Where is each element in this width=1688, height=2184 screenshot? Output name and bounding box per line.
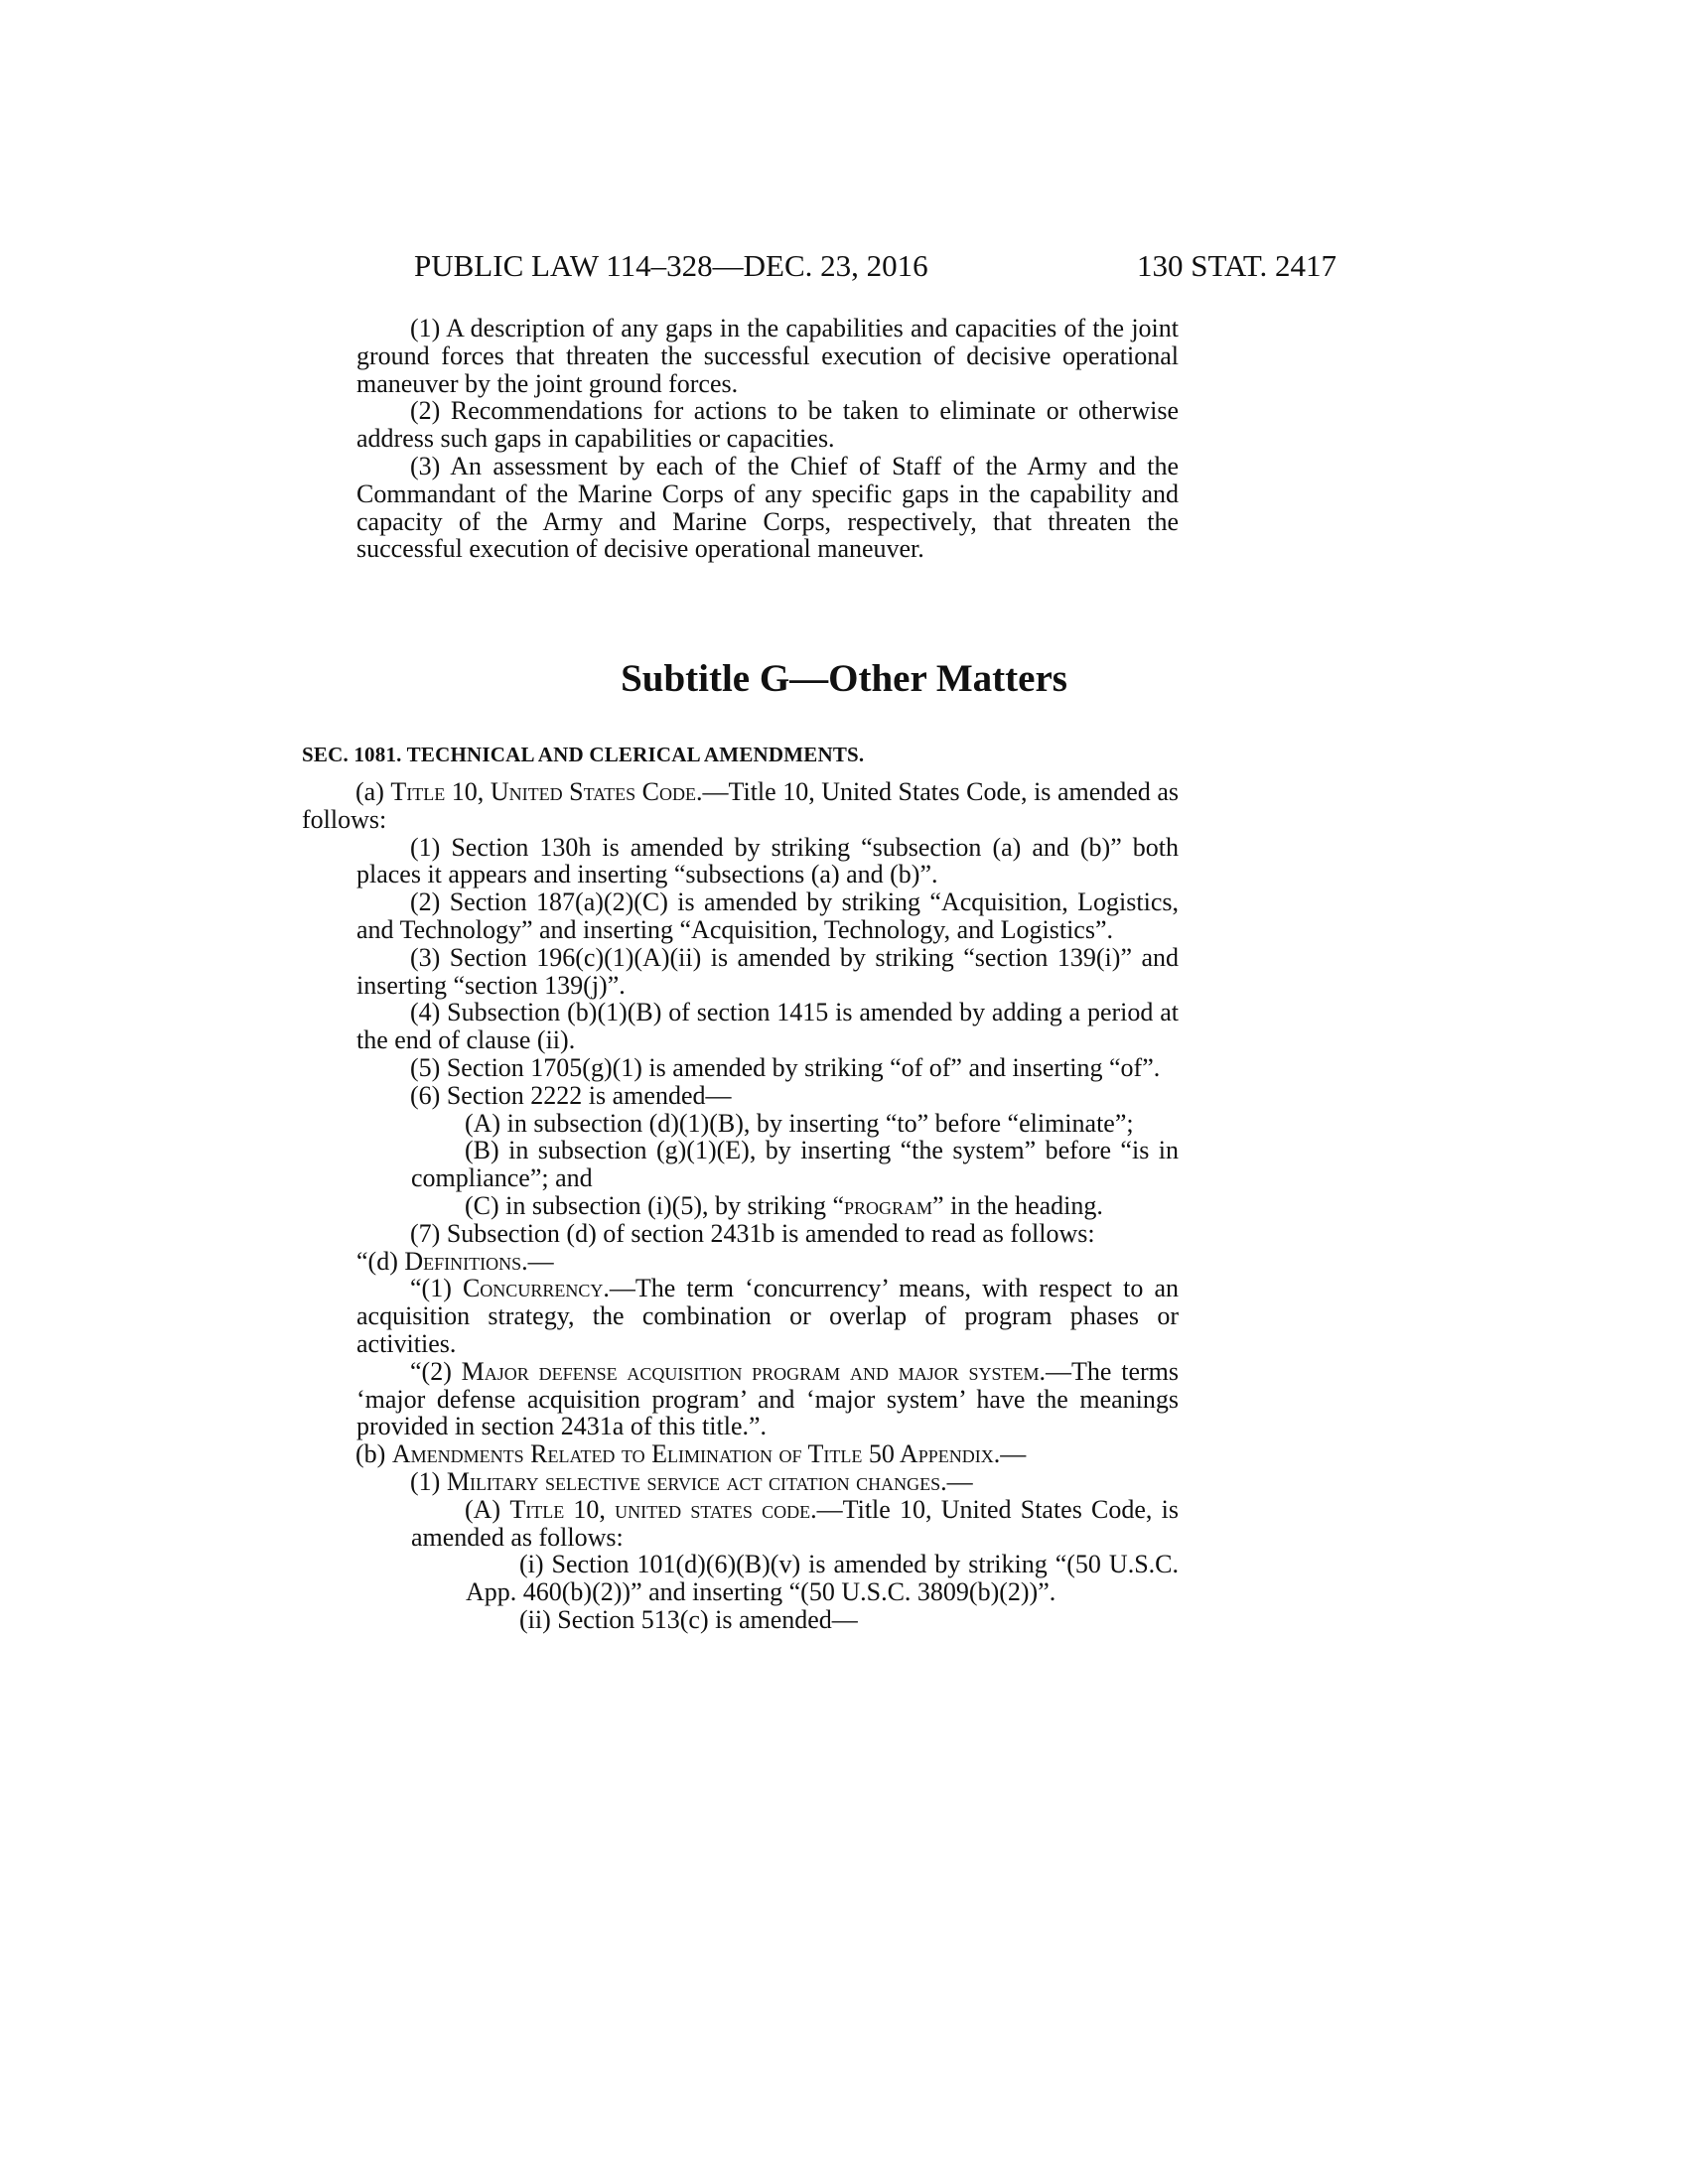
- paragraph-7: (7) Subsection (d) of section 2431b is amended to read as follows:: [410, 1218, 1095, 1248]
- b1-heading: Military selective service act citation changes.: [446, 1466, 947, 1496]
- intro-item-3: (3) An assessment by each of the Chief of Staff of the Army and the Commandant of the Marine Corps of any specific gaps in the capability and capacity of the Army and Marine Corps, respectively, that threaten the successful execution of decisive operational maneuver.: [356, 451, 1179, 564]
- section-body: [302, 778, 1179, 1634]
- definition-1-text: —The term ‘concurrency’ means, with respect to an acquisition strategy, the combination or overlap of program phases or activities.: [356, 1274, 1179, 1358]
- subsection-b-items: [302, 1468, 1179, 1634]
- definition-2-text: —The terms ‘major defense acquisition program’ and ‘major system’ have the meanings provided in section 2431a of this title.”.: [356, 1356, 1180, 1441]
- bA-label: (A): [465, 1494, 510, 1524]
- subsection-b: [302, 1440, 1179, 1468]
- subsection-b-label: (b): [355, 1439, 392, 1469]
- paragraph-4: (4) Subsection (b)(1)(B) of section 1415 is amended by adding a period at the end of clause (ii).: [356, 998, 1179, 1055]
- b1-label: (1): [410, 1466, 447, 1496]
- intro-items: [356, 315, 1179, 563]
- paragraph-6-C-smallcaps: program: [844, 1190, 933, 1220]
- definition-concurrency: [356, 1275, 1179, 1357]
- definition-1-label: “(1): [410, 1274, 463, 1303]
- definitions-items: [302, 1275, 1179, 1440]
- intro-item-2: (2) Recommendations for actions to be taken to eliminate or otherwise address such gaps in capabilities or capacities.: [356, 396, 1179, 454]
- clause-ii: (ii) Section 513(c) is amended—: [519, 1604, 858, 1634]
- paragraph-6-C: [411, 1192, 1179, 1220]
- subsection-a-label: (a): [355, 777, 391, 806]
- intro-item-1: (1) A description of any gaps in the capabilities and capacities of the joint ground forces that threaten the successful execution of decisive operational maneuver by the joint ground forces.: [356, 314, 1179, 398]
- paragraph-6-C-post: ” in the heading.: [932, 1190, 1103, 1220]
- running-head: PUBLIC LAW 114–328—DEC. 23, 2016: [414, 248, 928, 283]
- b1-subitems: [356, 1496, 1179, 1634]
- bA-text: —Title 10, United States Code, is amended as follows:: [411, 1494, 1179, 1552]
- b1-subparagraph-A: [411, 1496, 1179, 1552]
- page-number: 130 STAT. 2417: [1137, 248, 1337, 283]
- paragraph-1: (1) Section 130h is amended by striking “subsection (a) and (b)” both places it appears and inserting “subsections (a) and (b)”.: [356, 832, 1179, 889]
- paragraph-3: (3) Section 196(c)(1)(A)(ii) is amended by striking “section 139(i)” and inserting “section 139(j)”.: [356, 942, 1179, 1000]
- paragraph-2: (2) Section 187(a)(2)(C) is amended by striking “Acquisition, Logistics, and Technology” and inserting “Acquisition, Technology, and Logistics”.: [356, 887, 1179, 944]
- definitions-heading: [302, 1248, 1179, 1276]
- definition-2-label: “(2): [410, 1356, 462, 1386]
- b1-dash: —: [946, 1466, 973, 1496]
- subtitle-heading: Subtitle G—Other Matters: [621, 657, 1067, 700]
- subsection-a-items: [302, 834, 1179, 1248]
- paragraph-6: (6) Section 2222 is amended—: [410, 1080, 732, 1110]
- paragraph-6-C-pre: (C) in subsection (i)(5), by striking “: [465, 1190, 844, 1220]
- paragraph-6-A: (A) in subsection (d)(1)(B), by inserting “to” before “eliminate”;: [465, 1108, 1134, 1138]
- paragraph-6-B: (B) in subsection (g)(1)(E), by inserting “the system” before “is in compliance”; and: [411, 1136, 1179, 1193]
- bA-heading: Title 10, united states code.: [509, 1494, 817, 1524]
- definition-2-heading: Major defense acquisition program and major system.: [461, 1356, 1047, 1386]
- subsection-a-text: —Title 10, United States Code, is amended as follows:: [302, 777, 1179, 834]
- definitions-title: Definitions.: [404, 1246, 528, 1276]
- subsection-b-dash: —: [1000, 1439, 1027, 1469]
- definitions-label: “(d): [356, 1246, 405, 1276]
- subsection-a-heading: Title 10, United States Code.: [390, 777, 703, 806]
- running-header: [0, 246, 1688, 286]
- paragraph-5: (5) Section 1705(g)(1) is amended by striking “of of” and inserting “of”.: [410, 1052, 1161, 1082]
- paragraph-6-subitems: [356, 1110, 1179, 1220]
- definition-major-program: [356, 1358, 1179, 1440]
- section-heading: SEC. 1081. TECHNICAL AND CLERICAL AMENDMENTS.: [302, 743, 865, 766]
- definitions-dash: —: [527, 1246, 554, 1276]
- subsection-a: [302, 778, 1179, 834]
- subsection-b-paragraph-1: [356, 1468, 1179, 1496]
- definition-1-heading: Concurrency.: [462, 1274, 610, 1303]
- clause-i: (i) Section 101(d)(6)(B)(v) is amended by striking “(50 U.S.C. App. 460(b)(2))” and inserting “(50 U.S.C. 3809(b)(2))”.: [466, 1550, 1179, 1607]
- subsection-b-heading: Amendments Related to Elimination of Title 50 Appendix.: [391, 1439, 1001, 1469]
- bA-clauses: [411, 1551, 1179, 1633]
